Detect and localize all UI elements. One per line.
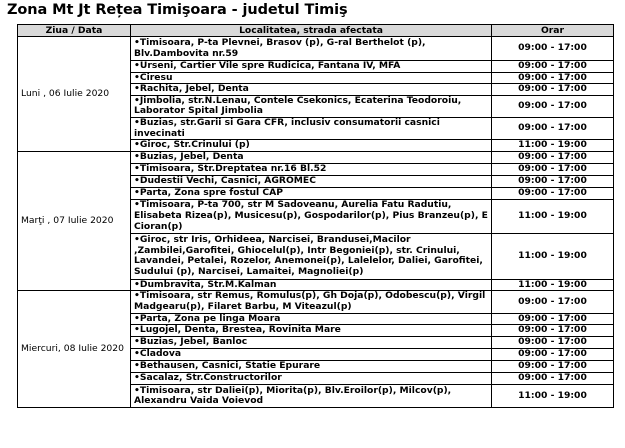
time-cell: 11:00 - 19:00 (492, 385, 614, 408)
page-title: Zona Mt Jt Rețea Timişoara - judetul Timiş (7, 2, 348, 18)
time-cell: 09:00 - 17:00 (492, 72, 614, 84)
location-cell: •Buzias, Jebel, Denta (131, 152, 492, 164)
time-cell: 09:00 - 17:00 (492, 337, 614, 349)
schedule-body (18, 37, 614, 408)
day-cell: Marţi , 07 Iulie 2020 (18, 152, 131, 291)
location-cell: •Cladova (131, 349, 492, 361)
location-cell: •Ciresu (131, 72, 492, 84)
table-row (18, 37, 614, 61)
time-cell: 11:00 - 19:00 (492, 233, 614, 279)
table-row (18, 291, 614, 313)
location-cell: •Timisoara, Str.Dreptatea nr.16 Bl.52 (131, 164, 492, 176)
time-cell: 09:00 - 17:00 (492, 37, 614, 61)
location-cell: •Rachita, Jebel, Denta (131, 84, 492, 96)
location-cell: •Urseni, Cartier Vile spre Rudicica, Fantana IV, MFA (131, 61, 492, 73)
time-cell: 09:00 - 17:00 (492, 117, 614, 139)
time-cell: 11:00 - 19:00 (492, 199, 614, 233)
day-cell: Miercuri, 08 Iulie 2020 (18, 291, 131, 408)
header-day: Ziua / Data (18, 25, 131, 37)
time-cell: 09:00 - 17:00 (492, 361, 614, 373)
time-cell: 09:00 - 17:00 (492, 349, 614, 361)
location-cell: •Giroc, str Iris, Orhideea, Narcisei, Brandusei,Macilor ,Zambilei,Garofitei, Ghiocelul(p), Intr Begoniei(p), str. Crinului, Lavandei, Petalei, Rozelor, Anemonei(p), Lalelelor, Daliei, Garofitei, Sudului (p), Narcisei, Lamaitei, Magnoliei(p) (131, 233, 492, 279)
time-cell: 09:00 - 17:00 (492, 95, 614, 117)
time-cell: 09:00 - 17:00 (492, 291, 614, 313)
header-location: Localitatea, strada afectata (131, 25, 492, 37)
location-cell: •Timisoara, str Remus, Romulus(p), Gh Doja(p), Odobescu(p), Virgil Madgearu(p), Filaret Barbu, M Viteazul(p) (131, 291, 492, 313)
time-cell: 09:00 - 17:00 (492, 188, 614, 200)
header-time: Orar (492, 25, 614, 37)
location-cell: •Timisoara, P-ta Plevnei, Brasov (p), G-ral Berthelot (p), Blv.Dambovita nr.59 (131, 37, 492, 61)
time-cell: 09:00 - 17:00 (492, 164, 614, 176)
header-row (18, 25, 614, 37)
location-cell: •Timisoara, str Daliei(p), Miorita(p), Blv.Eroilor(p), Milcov(p), Alexandru Vaida Voievod (131, 385, 492, 408)
schedule-table (17, 24, 614, 408)
location-cell: •Dudestii Vechi, Casnici, AGROMEC (131, 176, 492, 188)
time-cell: 09:00 - 17:00 (492, 325, 614, 337)
location-cell: •Parta, Zona spre fostul CAP (131, 188, 492, 200)
time-cell: 11:00 - 19:00 (492, 279, 614, 291)
time-cell: 09:00 - 17:00 (492, 373, 614, 385)
location-cell: •Jimbolia, str.N.Lenau, Contele Csekonics, Ecaterina Teodoroiu, Laborator Spital Jimbolia (131, 95, 492, 117)
time-cell: 09:00 - 17:00 (492, 176, 614, 188)
table-row (18, 152, 614, 164)
location-cell: •Buzias, str.Garii si Gara CFR, inclusiv consumatorii casnici invecinati (131, 117, 492, 139)
location-cell: •Timisoara, P-ta 700, str M Sadoveanu, Aurelia Fatu Radutiu, Elisabeta Rizea(p), Musicesu(p), Gospodarilor(p), Pius Branzeu(p), E Cioran(p) (131, 199, 492, 233)
location-cell: •Parta, Zona pe linga Moara (131, 313, 492, 325)
time-cell: 09:00 - 17:00 (492, 61, 614, 73)
time-cell: 11:00 - 19:00 (492, 140, 614, 152)
location-cell: •Lugojel, Denta, Brestea, Rovinita Mare (131, 325, 492, 337)
time-cell: 09:00 - 17:00 (492, 84, 614, 96)
time-cell: 09:00 - 17:00 (492, 152, 614, 164)
location-cell: •Sacalaz, Str.Constructorilor (131, 373, 492, 385)
location-cell: •Buzias, Jebel, Banloc (131, 337, 492, 349)
time-cell: 09:00 - 17:00 (492, 313, 614, 325)
day-cell: Luni , 06 Iulie 2020 (18, 37, 131, 152)
location-cell: •Giroc, Str.Crinului (p) (131, 140, 492, 152)
location-cell: •Dumbravita, Str.M.Kalman (131, 279, 492, 291)
location-cell: •Bethausen, Casnici, Statie Epurare (131, 361, 492, 373)
